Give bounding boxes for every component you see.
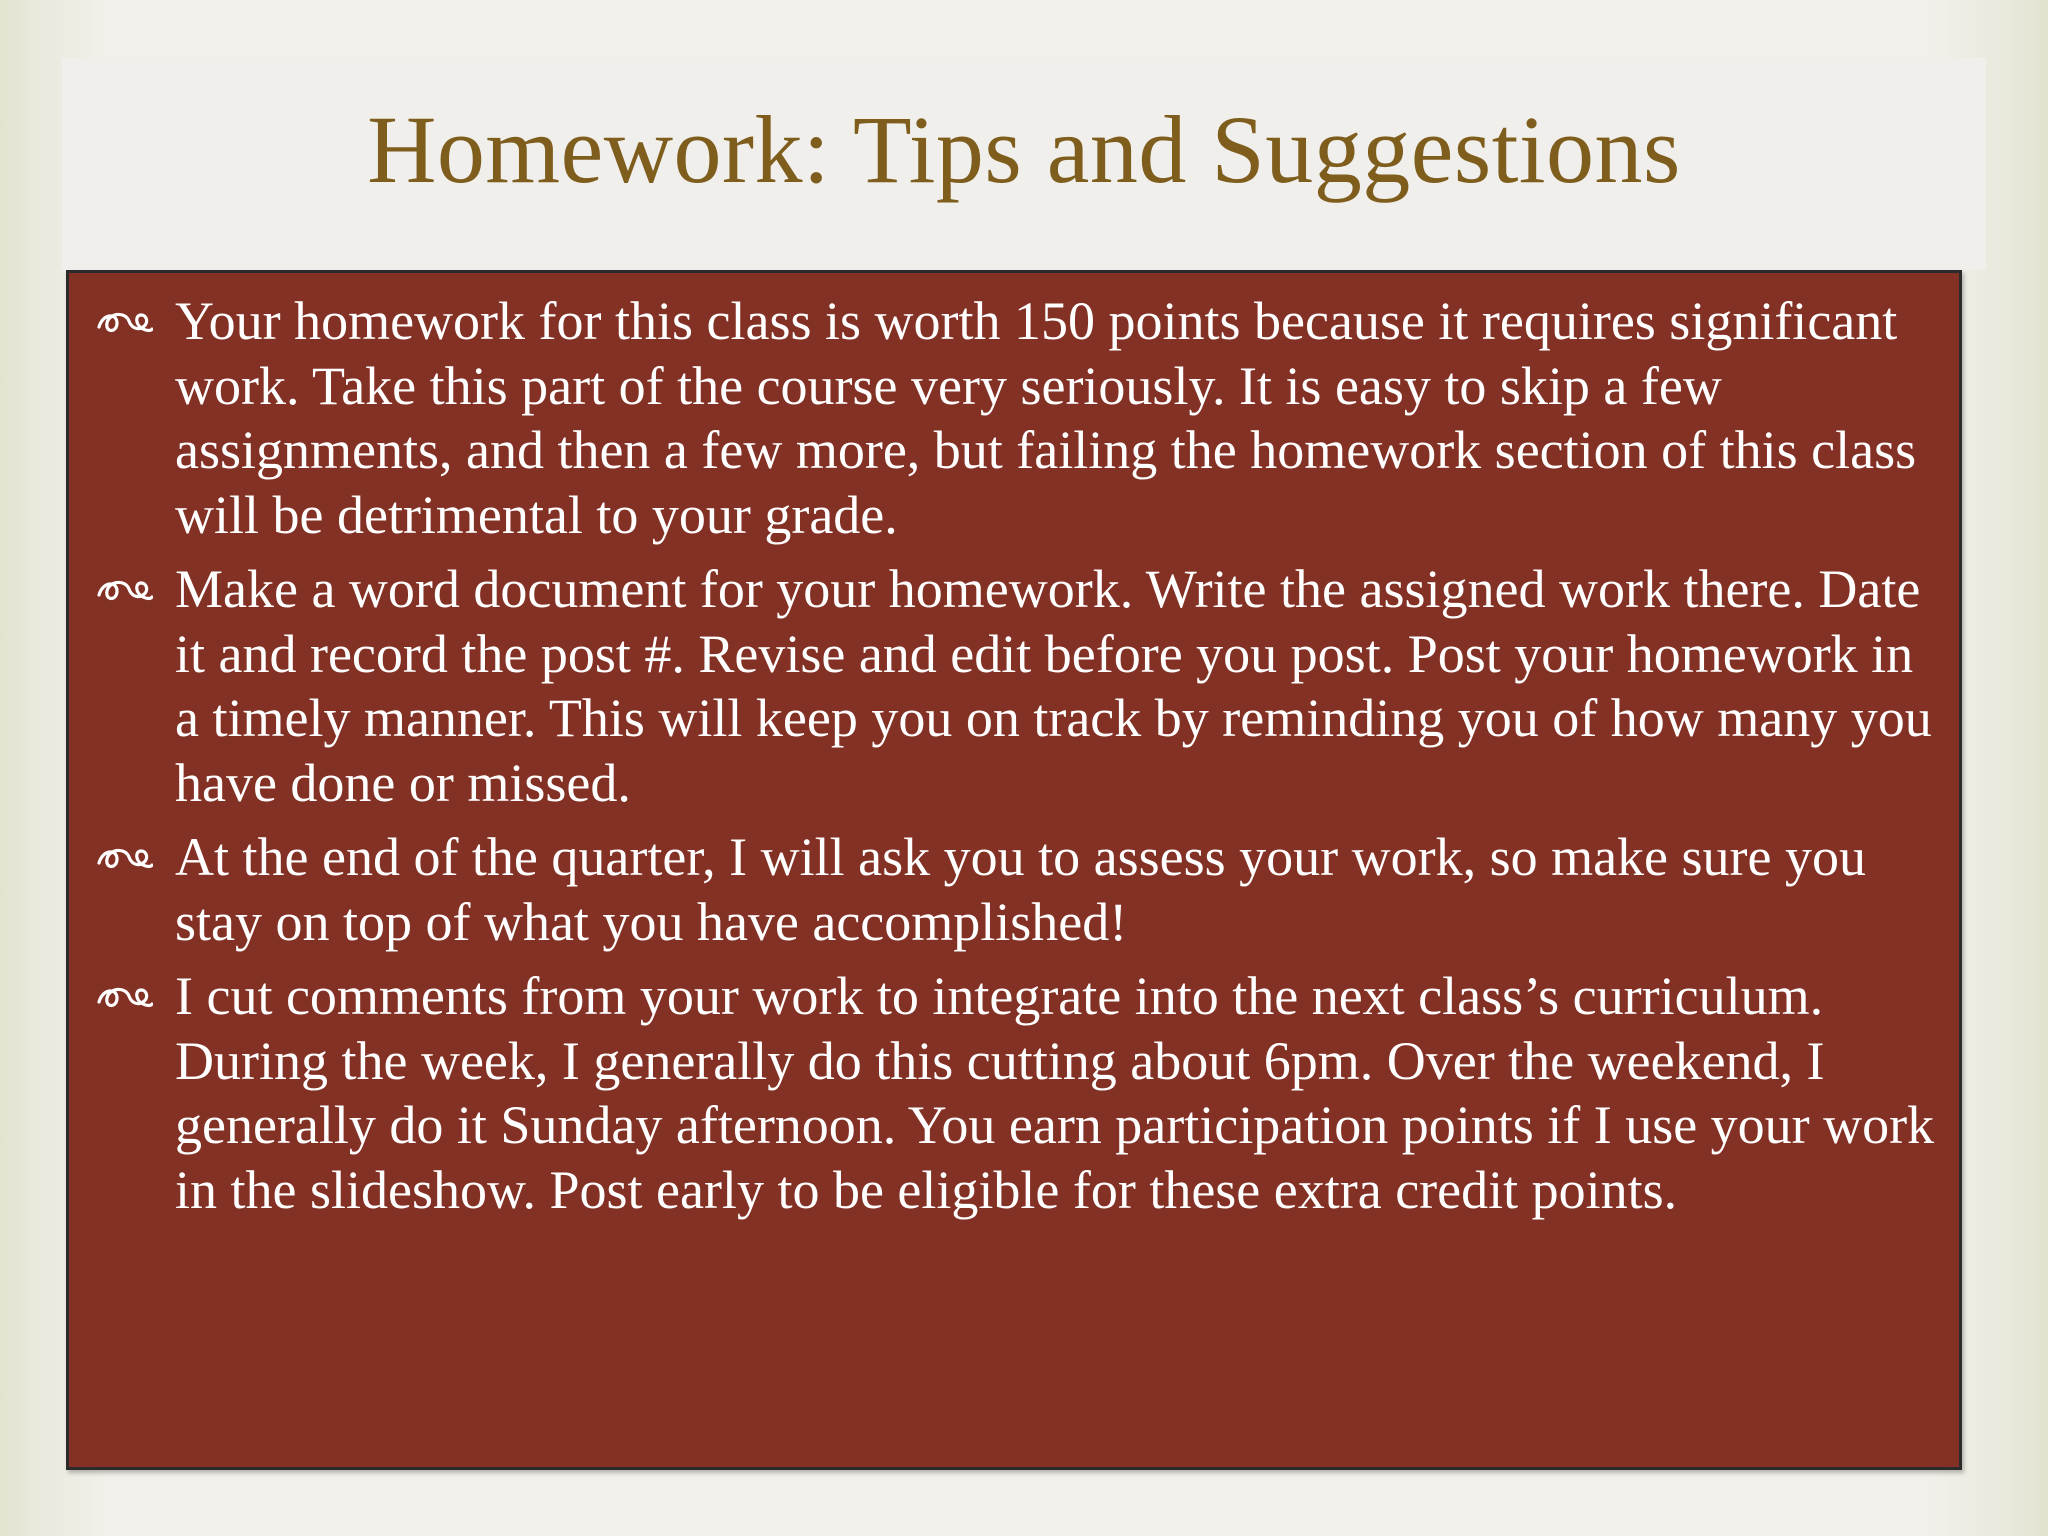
curly-loop-bullet-icon (93, 825, 157, 889)
slide-title: Homework: Tips and Suggestions (367, 96, 1681, 203)
bullet-text: Make a word document for your homework. Write the assigned work there. Date it and record the post #. Revise and edit before you post. Post your homework in a timely manner. This will keep you on track by reminding you of how many you have done or missed. (175, 559, 1932, 813)
curly-loop-bullet-icon (93, 557, 157, 621)
bullet-item (93, 964, 1939, 1222)
content-box (66, 270, 1962, 1470)
bullet-list (93, 289, 1939, 1232)
curly-loop-bullet-icon (93, 964, 157, 1028)
bullet-item (93, 289, 1939, 547)
bullet-text: I cut comments from your work to integrate into the next class’s curriculum. During the week, I generally do this cutting about 6pm. Over the weekend, I generally do it Sunday afternoon. You earn participation points if I use your work in the slideshow. Post early to be eligible for these extra credit points. (175, 966, 1935, 1220)
bullet-item (93, 825, 1939, 954)
bullet-text: Your homework for this class is worth 150 points because it requires significant work. Take this part of the course very seriously. It is easy to skip a few assignments, and then a few more, but failing the homework section of this class will be detrimental to your grade. (175, 291, 1917, 545)
bullet-item (93, 557, 1939, 815)
curly-loop-bullet-icon (93, 289, 157, 353)
bullet-text: At the end of the quarter, I will ask you to assess your work, so make sure you stay on top of what you have accomplished! (175, 827, 1866, 952)
